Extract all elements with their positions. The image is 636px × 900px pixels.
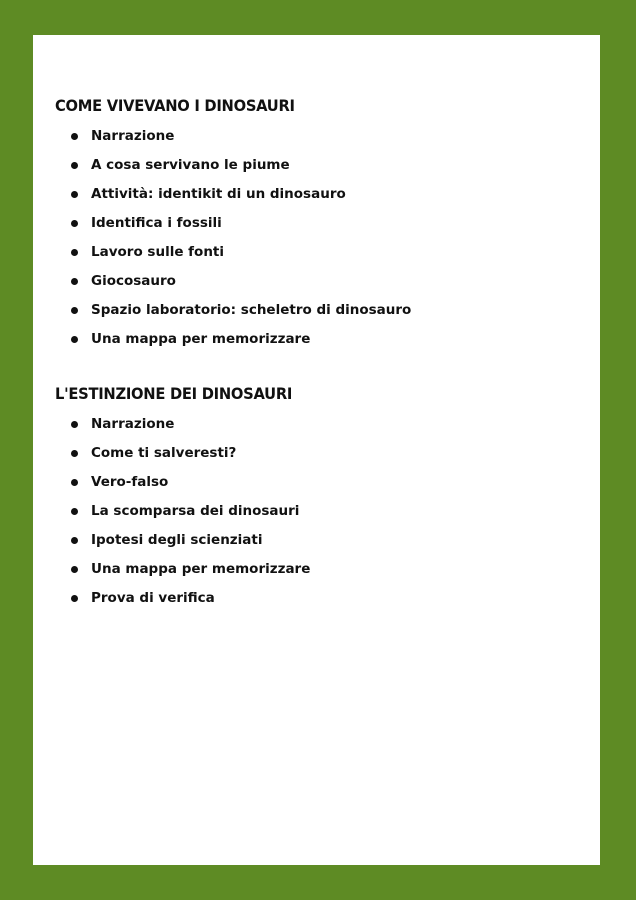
section-title: COME VIVEVANO I DINOSAURI bbox=[55, 96, 295, 115]
list-item-text: La scomparsa dei dinosauri bbox=[91, 503, 300, 519]
bullet-icon bbox=[71, 162, 78, 169]
list-item bbox=[55, 497, 575, 526]
list-item-text: Giocosauro bbox=[91, 273, 176, 289]
list-item bbox=[55, 267, 575, 296]
list-item-text: Una mappa per memorizzare bbox=[91, 561, 311, 577]
list-item bbox=[55, 296, 575, 325]
list-item bbox=[55, 468, 575, 497]
list-item-text: Narrazione bbox=[91, 416, 175, 432]
list-item bbox=[55, 555, 575, 584]
bullet-icon bbox=[71, 508, 78, 515]
list-item bbox=[55, 584, 575, 613]
bullet-icon bbox=[71, 191, 78, 198]
list-item-text: Narrazione bbox=[91, 128, 175, 144]
list-item bbox=[55, 209, 575, 238]
bullet-icon bbox=[71, 595, 78, 602]
bullet-icon bbox=[71, 479, 78, 486]
item-list bbox=[55, 410, 575, 613]
bullet-icon bbox=[71, 307, 78, 314]
bullet-icon bbox=[71, 336, 78, 343]
list-item-text: Come ti salveresti? bbox=[91, 445, 237, 461]
bullet-icon bbox=[71, 133, 78, 140]
bullet-icon bbox=[71, 450, 78, 457]
list-item bbox=[55, 122, 575, 151]
list-item-text: A cosa servivano le piume bbox=[91, 157, 290, 173]
list-item bbox=[55, 439, 575, 468]
list-item-text: Una mappa per memorizzare bbox=[91, 331, 311, 347]
section-title: L'ESTINZIONE DEI DINOSAURI bbox=[55, 384, 293, 403]
list-item bbox=[55, 151, 575, 180]
list-item bbox=[55, 526, 575, 555]
list-item-text: Prova di verifica bbox=[91, 590, 215, 606]
list-item bbox=[55, 180, 575, 209]
bullet-icon bbox=[71, 220, 78, 227]
list-item bbox=[55, 325, 575, 354]
section-estinzione bbox=[55, 382, 575, 613]
list-item-text: Spazio laboratorio: scheletro di dinosauro bbox=[91, 302, 412, 318]
section-come-vivevano bbox=[55, 94, 575, 354]
list-item bbox=[55, 238, 575, 267]
list-item-text: Identifica i fossili bbox=[91, 215, 222, 231]
list-item-text: Ipotesi degli scienziati bbox=[91, 532, 263, 548]
bullet-icon bbox=[71, 249, 78, 256]
item-list bbox=[55, 122, 575, 354]
list-item-text: Lavoro sulle fonti bbox=[91, 244, 225, 260]
document-page bbox=[33, 35, 600, 865]
list-item bbox=[55, 410, 575, 439]
list-item-text: Attività: identikit di un dinosauro bbox=[91, 186, 346, 202]
bullet-icon bbox=[71, 537, 78, 544]
list-item-text: Vero-falso bbox=[91, 474, 169, 490]
bullet-icon bbox=[71, 566, 78, 573]
bullet-icon bbox=[71, 278, 78, 285]
bullet-icon bbox=[71, 421, 78, 428]
